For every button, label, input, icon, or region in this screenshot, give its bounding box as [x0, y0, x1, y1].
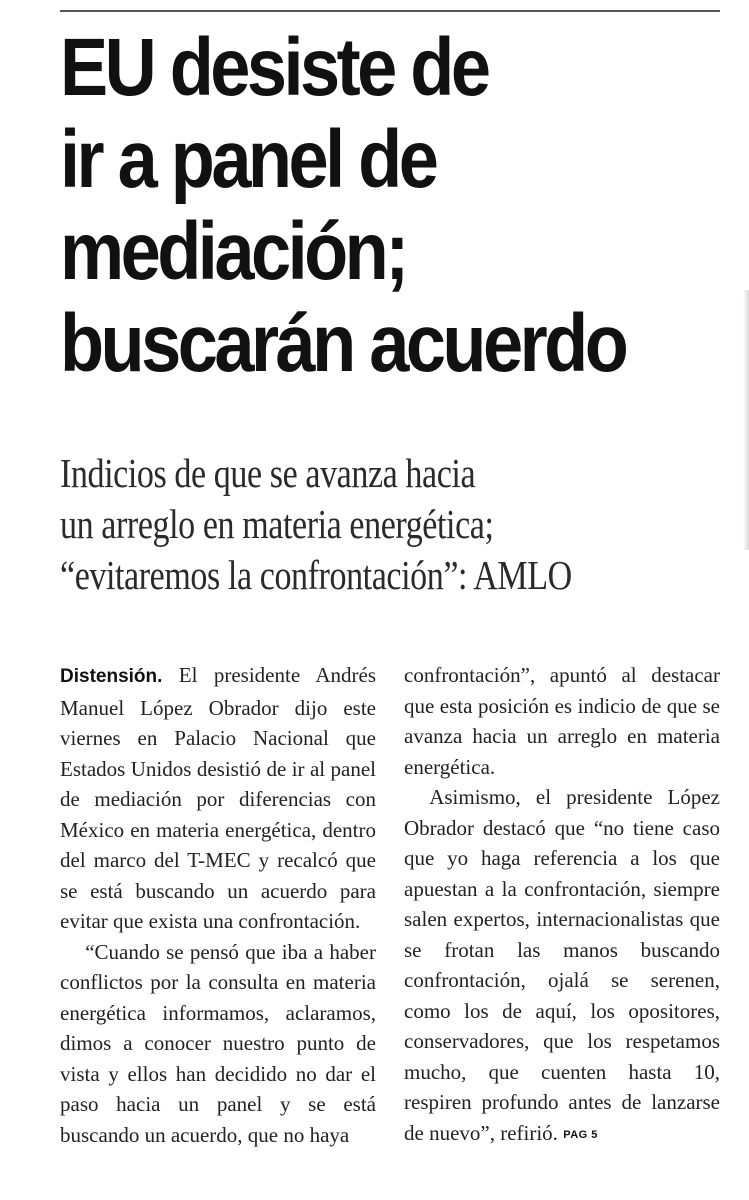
- lede-label: Distensión.: [60, 666, 163, 687]
- headline-line: ir a panel de: [60, 114, 436, 205]
- paragraph-text: confrontación”, apuntó al destacar que esta posición es indicio de que se avanza hacia un arreglo en materia energética.: [404, 663, 720, 779]
- article-paragraph: [404, 782, 720, 1150]
- article-column-right: [404, 660, 720, 1200]
- article-paragraph: [60, 660, 376, 937]
- subheadline-line: Indicios de que se avanza hacia: [60, 450, 476, 496]
- headline-line: buscarán acuerdo: [60, 298, 626, 389]
- headline-line: EU desiste de: [60, 22, 488, 113]
- subheadline-line: “evitaremos la confrontación”: AMLO: [60, 552, 572, 598]
- subheadline-line: un arreglo en materia energética;: [60, 501, 494, 547]
- subheadline: [60, 448, 658, 601]
- article-column-left: [60, 660, 376, 1200]
- paragraph-text: “Cuando se pensó que iba a haber conflictos por la consulta en materia energética informamos, aclaramos, dimos a conocer nuestro punto de vista y ellos han decidido no dar el paso hacia un panel y se está buscando un acuerdo, que no haya: [60, 939, 376, 1147]
- headline: [60, 22, 658, 390]
- page-reference: PAG 5: [563, 1128, 598, 1141]
- article-paragraph: [404, 660, 720, 782]
- article-paragraph: [60, 937, 376, 1151]
- paragraph-text: El presidente Andrés Manuel López Obrador dijo este viernes en Palacio Nacional que Estados Unidos desistió de ir al panel de mediación por diferencias con México en materia energética, dentro del marco del T-MEC y recalcó que se está buscando un acuerdo para evitar que exista una confrontación.: [60, 663, 376, 933]
- headline-line: mediación;: [60, 206, 406, 297]
- page-edge-shadow: [743, 290, 749, 550]
- top-rule: [60, 10, 720, 12]
- paragraph-text: Asimismo, el presidente López Obrador destacó que “no tiene caso que yo haga referencia a los que apuestan a la confrontación, siempre salen expertos, internacionalistas que se frotan las manos buscando confrontación, ojalá se serenen, como los de aquí, los opositores, conservadores, que los respetamos mucho, que cuenten hasta 10, respiren profundo antes de lanzarse de nuevo”, refirió.: [404, 785, 720, 1145]
